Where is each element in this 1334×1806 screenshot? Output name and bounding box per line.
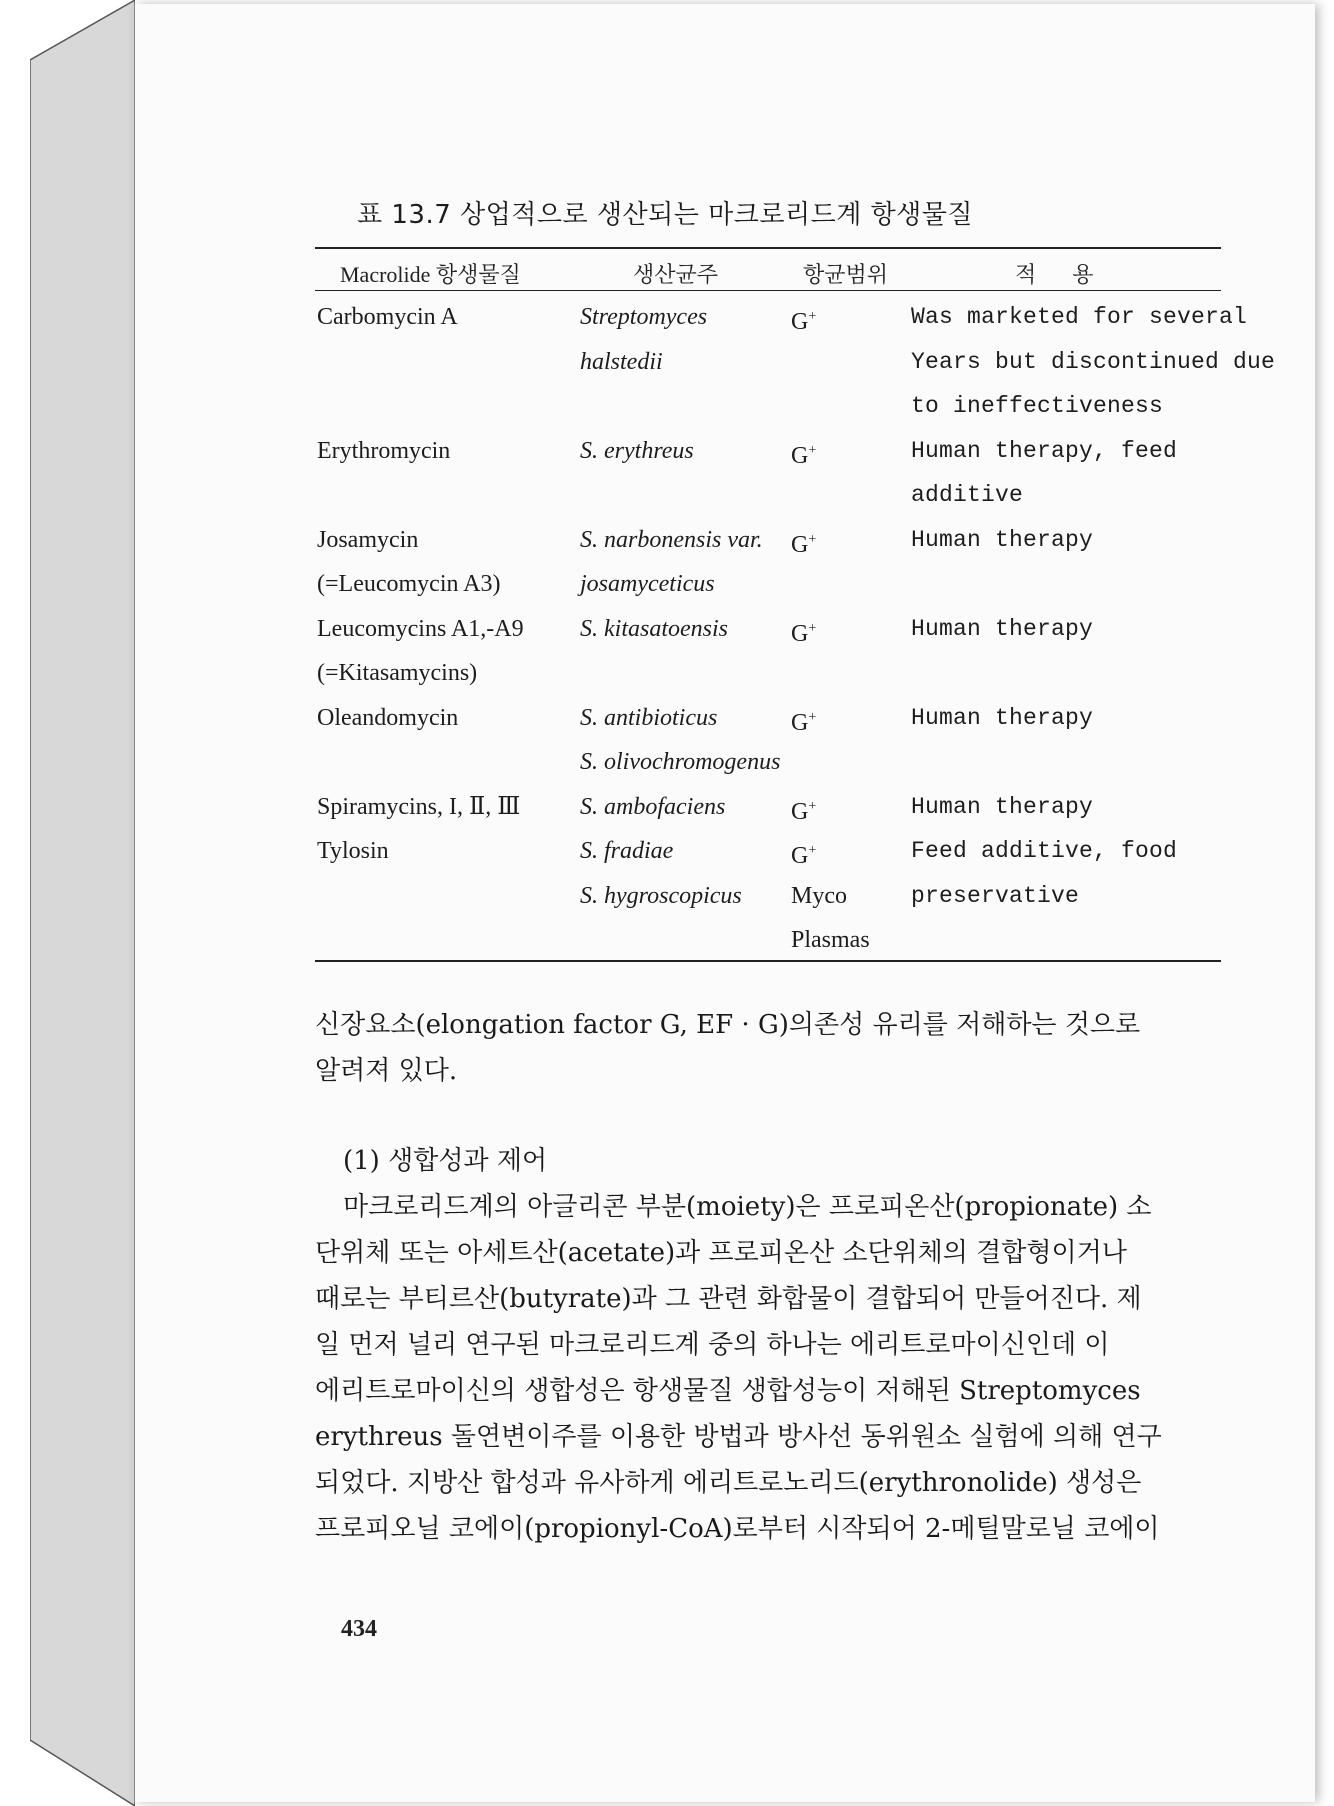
- table-cell-r1-c2: S. erythreus: [580, 437, 694, 464]
- table-cell-r2-c3: G+: [791, 531, 817, 558]
- book-page: [134, 4, 1315, 1802]
- table-cell-r6-c2: S. hygroscopicus: [580, 882, 742, 909]
- table-cell-r3-c4: Human therapy: [911, 615, 1094, 642]
- table-cell-r2-c1: Josamycin: [317, 526, 419, 553]
- table-cell-r3-c1: (=Kitasamycins): [317, 660, 478, 686]
- table-cell-r2-c2: josamyceticus: [580, 571, 715, 597]
- table-cell-r4-c1: Oleandomycin: [317, 704, 459, 731]
- table-cell-r2-c4: Human therapy: [911, 526, 1094, 553]
- body-line: erythreus 돌연변이주를 이용한 방법과 방사선 동위원소 실험에 의해 연구: [315, 1422, 1162, 1452]
- table-cell-r1-c4: additive: [911, 482, 1024, 508]
- table-caption: 표 13.7 상업적으로 생산되는 마크로리드계 항생물질: [357, 200, 974, 230]
- table-cell-r4-c2: S. olivochromogenus: [580, 749, 781, 775]
- table-cell-r0-c3: G+: [791, 309, 817, 335]
- table-cell-r6-c1: Tylosin: [317, 838, 389, 864]
- table-cell-r3-c1: Leucomycins A1,-A9: [317, 615, 524, 642]
- table-cell-r0-c2: halstedii: [580, 348, 663, 375]
- table-bottom-rule: [315, 960, 1221, 962]
- superscript-plus: +: [808, 709, 817, 725]
- table-cell-r3-c2: S. kitasatoensis: [580, 615, 728, 642]
- body-line: 일 먼저 널리 연구된 마크로리드계 중의 하나는 에리트로마이신인데 이: [315, 1330, 1110, 1360]
- table-cell-r1-c3: G+: [791, 442, 817, 469]
- superscript-plus: +: [808, 442, 817, 458]
- table-cell-r2-c2: S. narbonensis var.: [580, 526, 763, 553]
- table-top-rule: [315, 247, 1221, 249]
- table-cell-r6-c4: preservative: [911, 882, 1080, 909]
- table-cell-r4-c3: G+: [791, 709, 817, 736]
- superscript-plus: +: [808, 620, 817, 636]
- superscript-plus: +: [808, 843, 817, 858]
- header-strain: 생산균주: [633, 262, 719, 287]
- table-cell-r0-c4: Years but discontinued due: [911, 348, 1276, 375]
- table-cell-r6-c3: G+: [791, 843, 817, 869]
- table-cell-r6-c2: S. fradiae: [580, 838, 674, 864]
- superscript-plus: +: [808, 309, 817, 324]
- table-cell-r5-c3: G+: [791, 798, 817, 825]
- header-macrolide: Macrolide 항생물질: [340, 262, 521, 287]
- body-line: 프로피오닐 코에이(propionyl-CoA)로부터 시작되어 2-메틸말로닐 코에이: [315, 1514, 1160, 1544]
- header-spectrum: 항균범위: [803, 262, 889, 287]
- book-spine-edge: [30, 0, 135, 1806]
- table-header-rule: [315, 290, 1221, 291]
- table-cell-r4-c4: Human therapy: [911, 704, 1094, 731]
- table-cell-r2-c1: (=Leucomycin A3): [317, 571, 501, 597]
- body-line: 에리트로마이신의 생합성은 항생물질 생합성능이 저해된 Streptomyces: [315, 1376, 1141, 1406]
- body-line: 때로는 부티르산(butyrate)과 그 관련 화합물이 결합되어 만들어진다. 제: [315, 1284, 1142, 1314]
- body-line: 되었다. 지방산 합성과 유사하게 에리트로노리드(erythronolide) 생성은: [315, 1468, 1142, 1498]
- table-cell-r0-c2: Streptomyces: [580, 304, 708, 330]
- superscript-plus: +: [808, 531, 817, 547]
- body-line: 알려져 있다.: [315, 1056, 458, 1086]
- table-cell-r5-c1: Spiramycins, I, Ⅱ, Ⅲ: [317, 793, 521, 820]
- table-cell-r6-c3: Plasmas: [791, 927, 870, 953]
- body-line: 마크로리드계의 아글리콘 부분(moiety)은 프로피온산(propionate) 소: [343, 1192, 1152, 1222]
- table-cell-r3-c3: G+: [791, 620, 817, 647]
- table-cell-r0-c1: Carbomycin A: [317, 304, 458, 330]
- table-cell-r6-c3: Myco: [791, 882, 847, 909]
- body-line: 신장요소(elongation factor G, EF · G)의존성 유리를 저해하는 것으로: [315, 1010, 1141, 1040]
- body-line: 단위체 또는 아세트산(acetate)과 프로피온산 소단위체의 결합형이거나: [315, 1238, 1127, 1268]
- table-cell-r5-c2: S. ambofaciens: [580, 793, 726, 820]
- page-number: 434: [341, 1616, 377, 1642]
- table-cell-r5-c4: Human therapy: [911, 793, 1094, 820]
- table-cell-r0-c4: to ineffectiveness: [911, 393, 1164, 419]
- table-cell-r1-c4: Human therapy, feed: [911, 437, 1178, 464]
- table-cell-r0-c4: Was marketed for several: [911, 304, 1248, 330]
- table-cell-r6-c4: Feed additive, food: [911, 838, 1178, 864]
- superscript-plus: +: [808, 798, 817, 814]
- body-line: (1) 생합성과 제어: [343, 1146, 548, 1176]
- header-application: 적용: [1015, 262, 1130, 287]
- table-cell-r4-c2: S. antibioticus: [580, 704, 718, 731]
- table-cell-r1-c1: Erythromycin: [317, 437, 451, 464]
